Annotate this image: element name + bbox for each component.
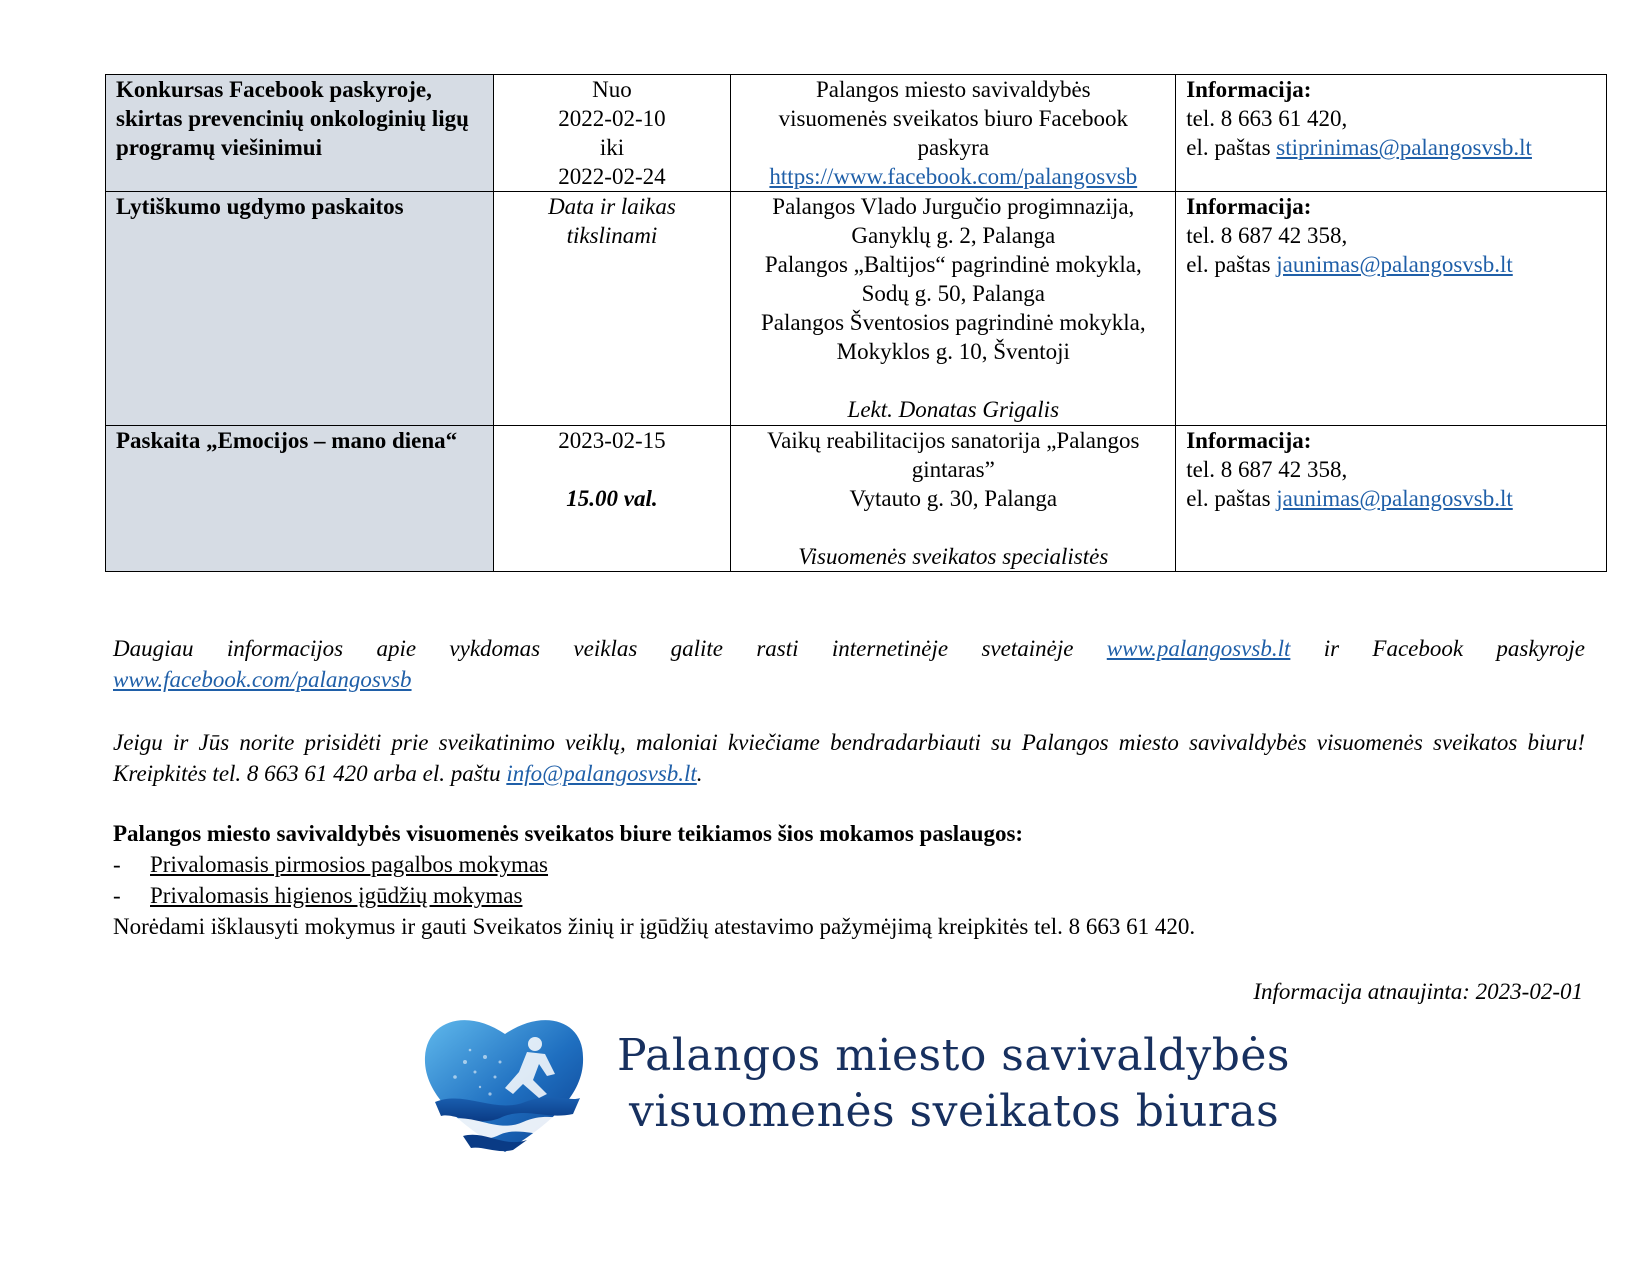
facebook-page-link[interactable]: www.facebook.com/palangosvsb (113, 667, 412, 692)
event-place (731, 75, 1176, 192)
service-link[interactable]: Privalomasis pirmosios pagalbos mokymas (150, 852, 549, 877)
place-line: paskyra (917, 135, 990, 160)
date-line: 2022-02-24 (558, 164, 666, 189)
table-row (106, 192, 1607, 426)
email-prefix: el. paštas (1186, 135, 1271, 160)
info-phone: tel. 8 687 42 358, (1186, 223, 1348, 248)
info-label: Informacija: (1186, 428, 1312, 453)
services-heading: Palangos miesto savivaldybės visuomenės sveikatos biure teikiamos šios mokamos paslaugos: (113, 821, 1024, 846)
info-phone: tel. 8 663 61 420, (1186, 106, 1348, 131)
place-line: Vytauto g. 30, Palanga (849, 486, 1058, 511)
services-note: Norėdami išklausyti mokymus ir gauti Sveikatos žinių ir įgūdžių atestavimo pažymėjimą kreipkitės tel. 8 663 61 420. (113, 914, 1196, 939)
info-email-link[interactable]: info@palangosvsb.lt (506, 761, 697, 786)
paid-services (113, 818, 1593, 942)
place-line: Palangos Šventosios pagrindinė mokykla, (761, 310, 1146, 335)
info-label: Informacija: (1186, 194, 1312, 219)
lecturer: Visuomenės sveikatos specialistės (798, 544, 1109, 569)
event-time: 15.00 val. (566, 486, 658, 511)
more-info-text-2: ir Facebook paskyroje (1323, 636, 1585, 661)
logo-line-2: visuomenės sveikatos biuras (629, 1086, 1280, 1137)
place-line: Palangos miesto savivaldybės (815, 77, 1091, 102)
lecturer: Lekt. Donatas Grigalis (847, 397, 1060, 422)
info-email-line (1186, 133, 1596, 162)
event-name: Paskaita „Emocijos – mano diena“ (106, 426, 494, 572)
join-text: Jeigu ir Jūs norite prisidėti prie sveikatinimo veiklų, maloniai kviečiame bendradarbiauti su Palangos miesto savivaldybės visuomenės sveikatos biuru! Kreipkitės tel. 8 663 61 420 arba el. paštu (113, 730, 1585, 786)
website-link[interactable]: www.palangosvsb.lt (1106, 636, 1291, 661)
info-label: Informacija: (1186, 77, 1312, 102)
event-contact (1176, 192, 1607, 426)
email-link[interactable]: stiprinimas@palangosvsb.lt (1276, 135, 1532, 160)
place-line: Ganyklų g. 2, Palanga (851, 223, 1056, 248)
join-end: . (696, 761, 703, 786)
date-line: 2022-02-10 (558, 106, 666, 131)
date-line: iki (599, 135, 625, 160)
event-contact (1176, 426, 1607, 572)
event-place (731, 192, 1176, 426)
table-row (106, 426, 1607, 572)
events-table (105, 74, 1607, 572)
event-date (493, 426, 731, 572)
place-line: Vaikų reabilitacijos sanatorija „Palangos (767, 428, 1140, 453)
info-email-line (1186, 484, 1596, 513)
more-info-line (113, 633, 1585, 664)
event-contact (1176, 75, 1607, 192)
email-prefix: el. paštas (1186, 486, 1271, 511)
event-date (493, 192, 731, 426)
event-name: Lytiškumo ugdymo paskaitos (106, 192, 494, 426)
date-line: tikslinami (566, 223, 658, 248)
event-name: Konkursas Facebook paskyroje, skirtas prevencinių onkologinių ligų programų viešinimui (106, 75, 494, 192)
place-line: Palangos Vlado Jurgučio progimnazija, (772, 194, 1135, 219)
event-date (493, 75, 731, 192)
spacer (741, 513, 1165, 542)
join-paragraph (113, 727, 1585, 789)
spacer (741, 366, 1165, 395)
service-link[interactable]: Privalomasis higienos įgūdžių mokymas (150, 883, 523, 908)
date-line: 2023-02-15 (558, 428, 666, 453)
updated-date: Informacija atnaujinta: 2023-02-01 (1253, 979, 1583, 1004)
email-prefix: el. paštas (1186, 252, 1271, 277)
more-info-paragraph (113, 633, 1585, 695)
logo-wordmark (617, 1028, 1290, 1140)
info-email-line (1186, 250, 1596, 279)
date-line: Data ir laikas (548, 194, 676, 219)
spacer (504, 455, 721, 484)
email-link[interactable]: jaunimas@palangosvsb.lt (1276, 252, 1513, 277)
place-line: Mokyklos g. 10, Šventoji (836, 339, 1070, 364)
heart-logo-icon (405, 1002, 605, 1162)
place-line: Sodų g. 50, Palanga (861, 281, 1045, 306)
logo-line-1: Palangos miesto savivaldybės (617, 1030, 1291, 1081)
place-line: Palangos „Baltijos“ pagrindinė mokykla, (764, 252, 1142, 277)
organization-logo (405, 1002, 1291, 1162)
facebook-link[interactable]: https://www.facebook.com/palangosvsb (769, 164, 1138, 189)
email-link[interactable]: jaunimas@palangosvsb.lt (1276, 486, 1513, 511)
more-info-text: Daugiau informacijos apie vykdomas veiklas galite rasti internetinėje svetainėje (113, 636, 1074, 661)
place-line: visuomenės sveikatos biuro Facebook (778, 106, 1128, 131)
date-line: Nuo (592, 77, 632, 102)
event-place (731, 426, 1176, 572)
list-item: - Privalomasis pirmosios pagalbos mokymas (113, 852, 549, 877)
info-phone: tel. 8 687 42 358, (1186, 457, 1348, 482)
list-item: - Privalomasis higienos įgūdžių mokymas (113, 883, 523, 908)
table-row (106, 75, 1607, 192)
place-line: gintaras” (911, 457, 995, 482)
